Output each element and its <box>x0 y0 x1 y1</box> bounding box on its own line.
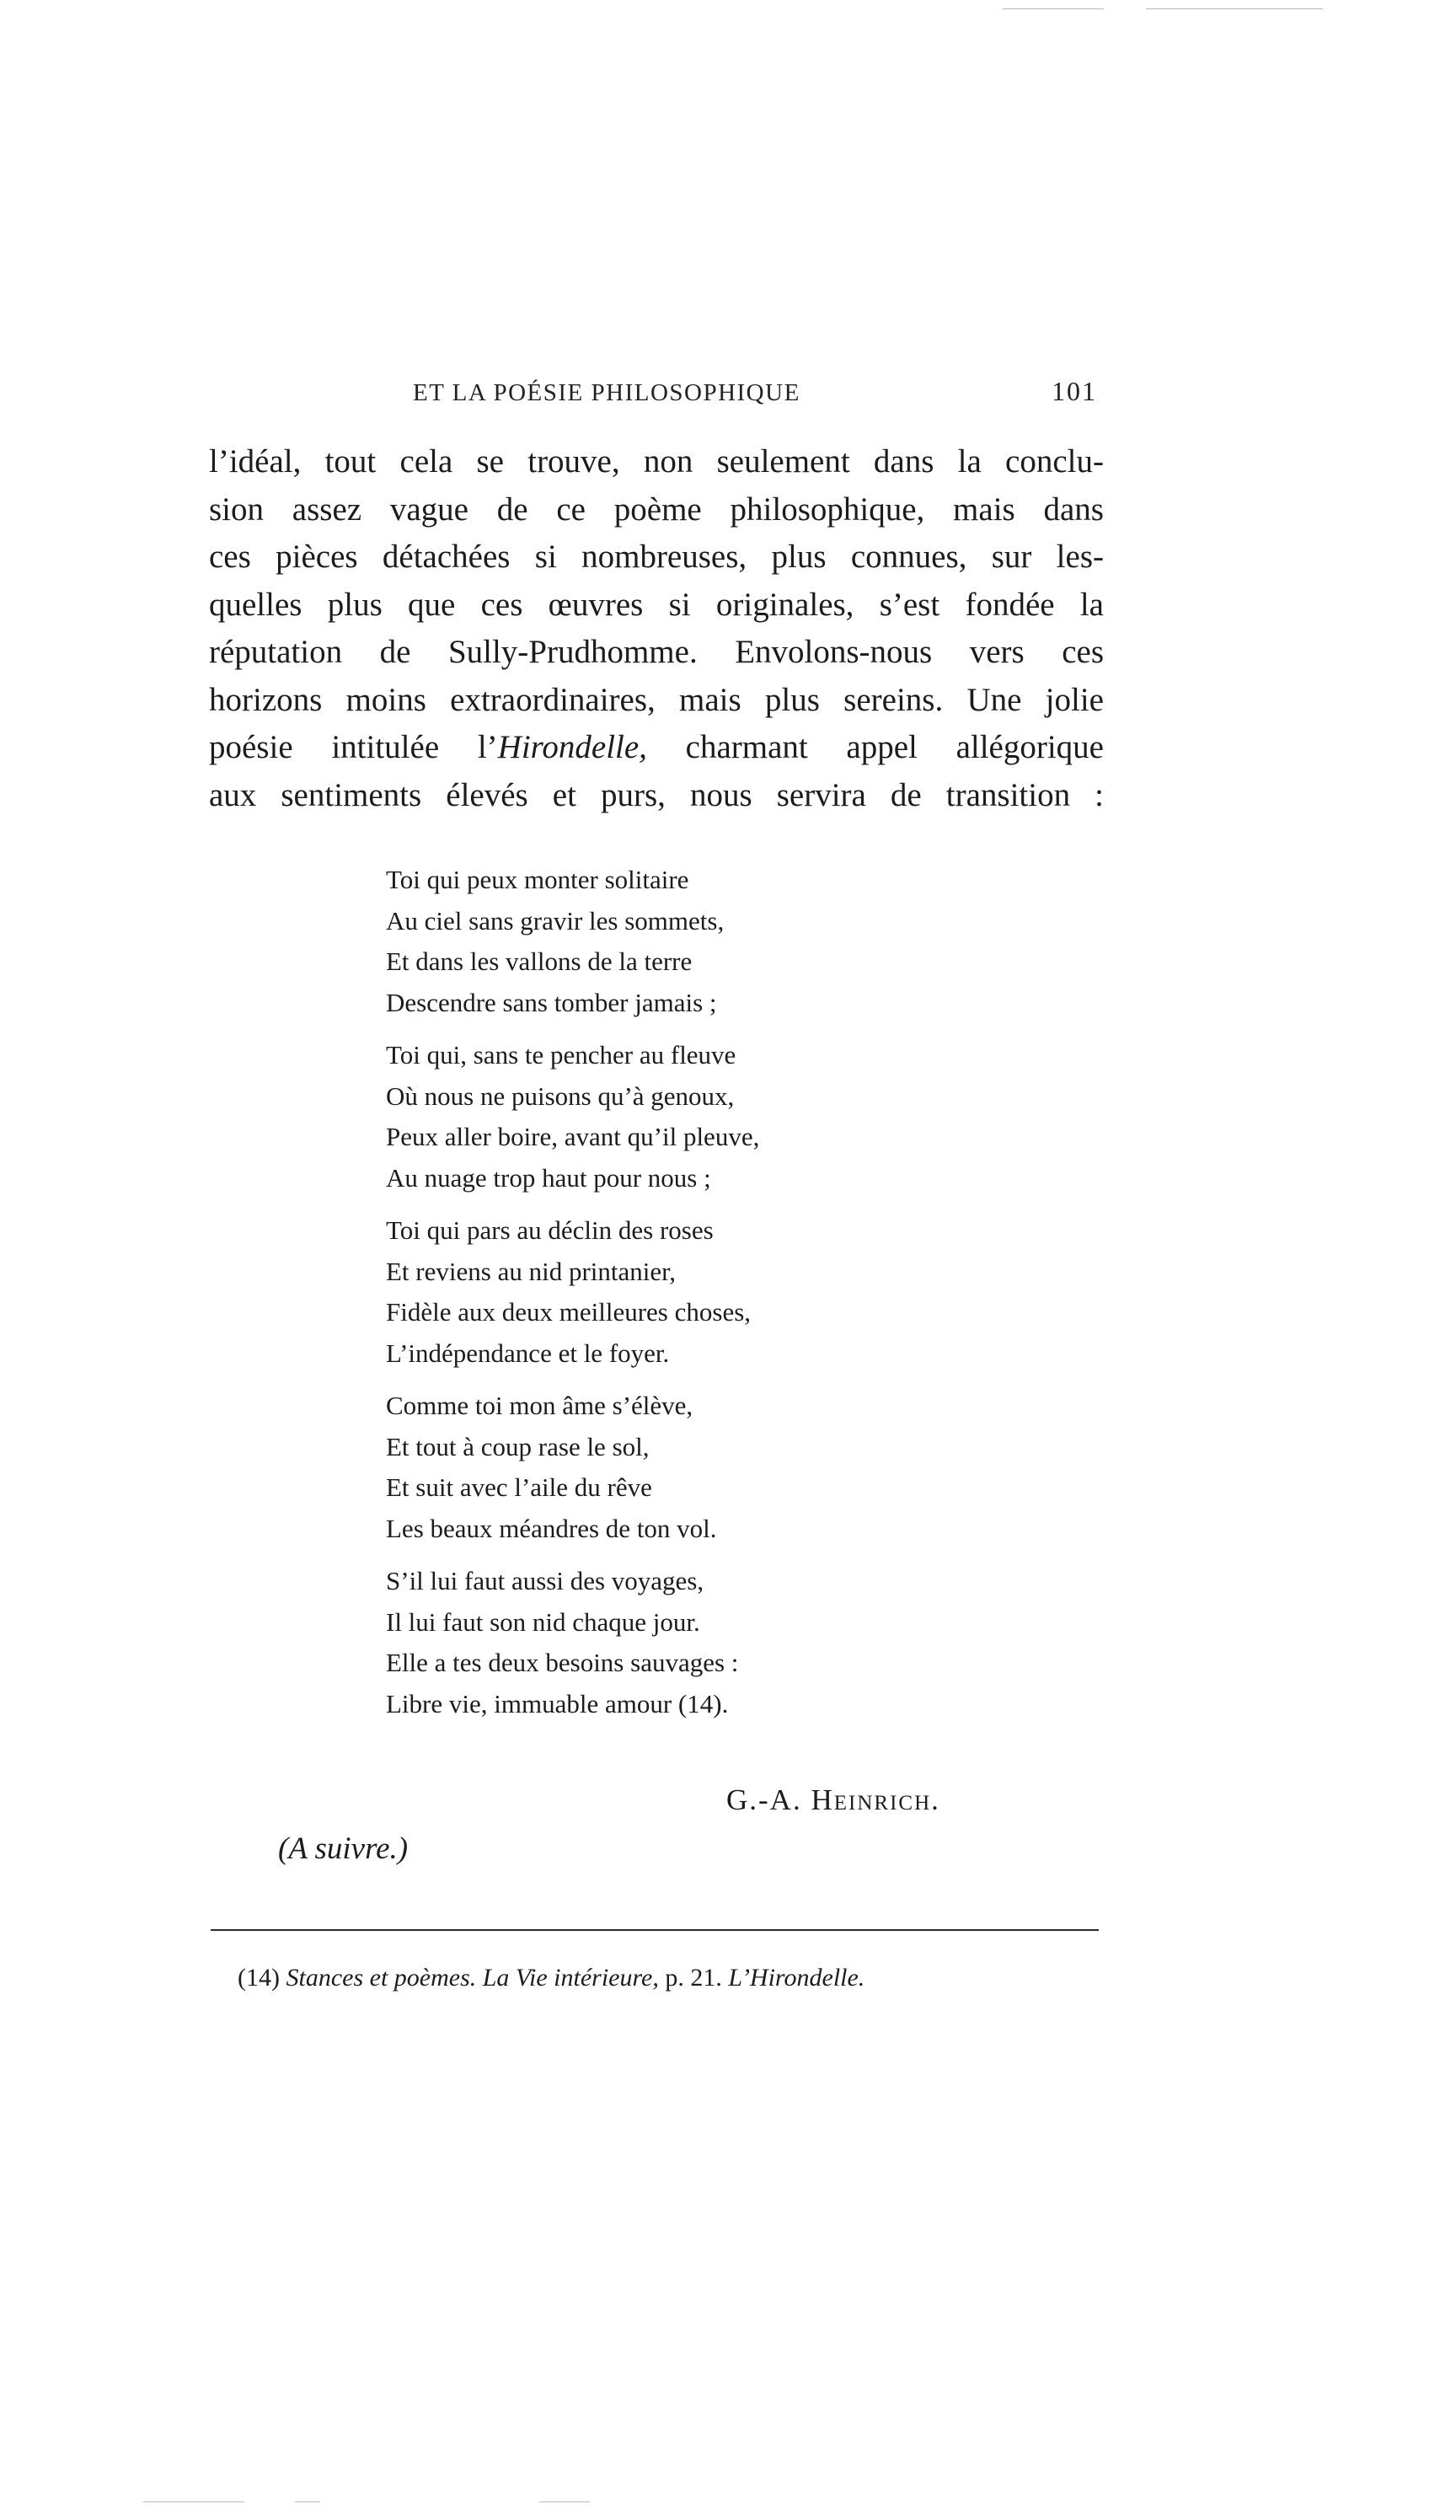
to-be-continued: (A suivre.) <box>278 1831 409 1866</box>
verse-line: Peux aller boire, avant qu’il pleuve, <box>386 1122 760 1151</box>
verse-line: Et suit avec l’aile du rêve <box>386 1472 652 1502</box>
scan-mark <box>1003 8 1104 9</box>
footnote-poem: L’Hirondelle. <box>728 1964 865 1992</box>
page-number: 101 <box>1052 376 1097 406</box>
stanza-5 <box>386 1561 759 1724</box>
verse-line: L’indépendance et le foyer. <box>386 1338 670 1368</box>
verse-line: Où nous ne puisons qu’à genoux, <box>386 1080 735 1111</box>
footnote-page: p. 21. <box>658 1964 729 1992</box>
verse-line: Les beaux méandres de ton vol. <box>386 1513 717 1543</box>
verse-line: Et dans les vallons de la terre <box>386 946 693 976</box>
verse-line: Au nuage trop haut pour nous ; <box>386 1162 711 1193</box>
prose-paragraph <box>209 438 1104 819</box>
author-initials: G.-A. <box>726 1783 811 1816</box>
verse-line: Il lui faut son nid chaque jour. <box>386 1606 700 1637</box>
scan-mark <box>1146 8 1323 9</box>
verse-line: Toi qui peux monter solitaire <box>386 865 689 894</box>
verse-line: Et reviens au nid printanier, <box>386 1256 676 1286</box>
prose-line: sion assez vague de ce poème philosophique, mais dans <box>209 491 1104 528</box>
prose-line: l’idéal, tout cela se trouve, non seulement dans la conclu- <box>209 443 1104 480</box>
footnote <box>238 1964 864 1992</box>
stanza-3 <box>386 1210 759 1374</box>
prose-text: charmant appel allégorique <box>646 729 1104 765</box>
prose-line: aux sentiments élevés et purs, nous servira de transition : <box>209 776 1104 813</box>
verse-line: Elle a tes deux besoins sauvages : <box>386 1648 739 1677</box>
scan-mark <box>539 2501 590 2502</box>
poem <box>386 860 759 1736</box>
verse-line: Et tout à coup rase le sol, <box>386 1431 650 1461</box>
prose-line: horizons moins extraordinaires, mais plus sereins. Une jolie <box>209 681 1104 718</box>
stanza-1 <box>386 860 759 1023</box>
verse-line: Toi qui pars au déclin des roses <box>386 1215 714 1245</box>
verse-line: Comme toi mon âme s’élève, <box>386 1391 693 1420</box>
verse-line: Libre vie, immuable amour (14). <box>386 1688 729 1718</box>
scan-mark <box>295 2501 320 2502</box>
verse-line: Au ciel sans gravir les sommets, <box>386 905 725 936</box>
prose-line: ces pièces détachées si nombreuses, plus connues, sur les- <box>209 539 1104 575</box>
author-surname: Heinrich. <box>811 1783 940 1816</box>
stanza-4 <box>386 1386 759 1549</box>
prose-text: poésie intitulée l’ <box>209 729 498 765</box>
verse-line: Toi qui, sans te pencher au fleuve <box>386 1040 736 1070</box>
scan-mark <box>143 2501 244 2502</box>
verse-line: Fidèle aux deux meilleures choses, <box>386 1297 752 1327</box>
prose-line-with-title <box>209 724 1104 772</box>
verse-line: S’il lui faut aussi des voyages, <box>386 1566 704 1595</box>
footnote-work: Stances et poèmes. <box>286 1964 477 1992</box>
running-title: ET LA POÉSIE PHILOSOPHIQUE <box>413 379 800 406</box>
poem-title-italic: Hirondelle, <box>497 729 647 765</box>
footnote-marker: (14) <box>238 1964 286 1992</box>
stanza-2 <box>386 1035 759 1198</box>
verse-line: Descendre sans tomber jamais ; <box>386 987 717 1017</box>
prose-line: quelles plus que ces œuvres si originales, s’est fondée la <box>209 586 1104 623</box>
prose-line: réputation de Sully-Prudhomme. Envolons-nous vers ces <box>209 634 1104 670</box>
author-signature <box>726 1783 940 1817</box>
footnote-divider <box>211 1929 1099 1931</box>
footnote-section: La Vie intérieure, <box>482 1964 659 1992</box>
